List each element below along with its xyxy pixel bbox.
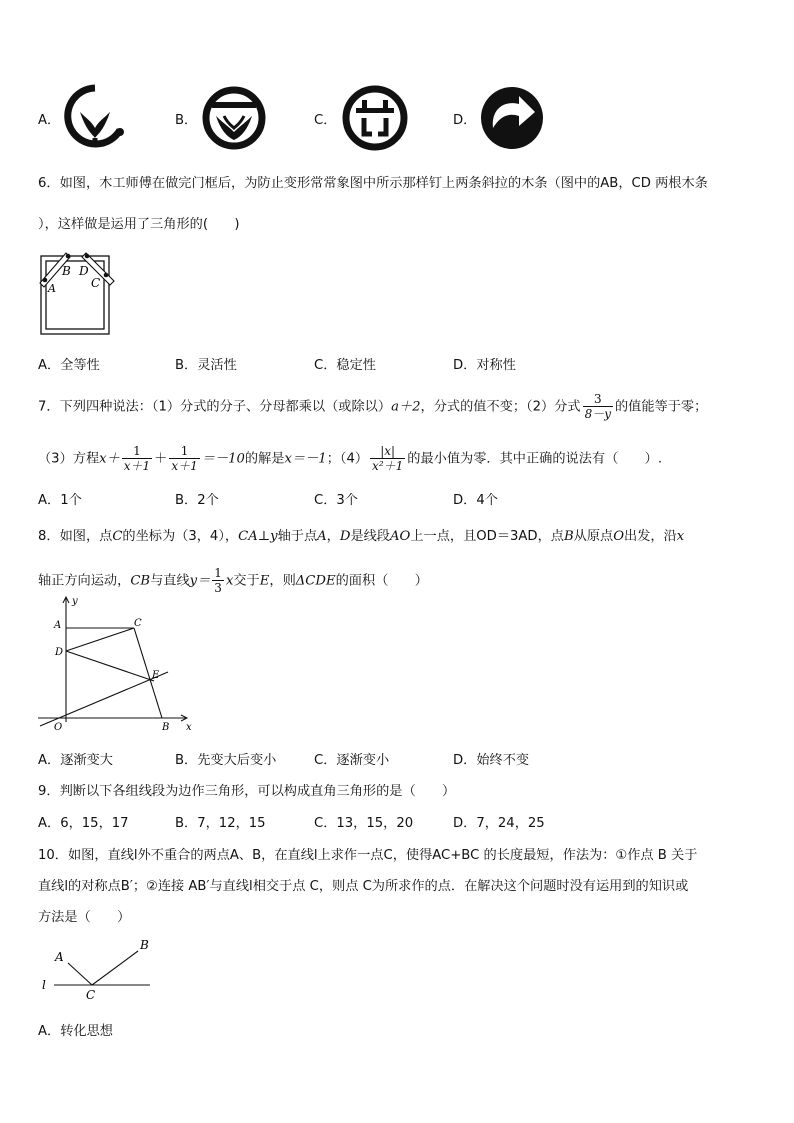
q10-stem-line3: 方法是（ ）	[38, 910, 131, 925]
q7-expr-a-plus-2: a＋2	[391, 399, 421, 415]
q10-label-c: C	[86, 988, 96, 1002]
q8-label-x: x	[186, 722, 192, 733]
q9-stem: 9．判断以下各组线段为边作三角形，可以构成直角三角形的是（ ）	[38, 784, 456, 799]
q5-option-a-label: A．	[38, 113, 61, 128]
q8-fraction-one-third: $\frac{1}{3}$	[214, 566, 222, 595]
q5-option-b-label: B．	[175, 113, 198, 128]
q7-option-d: D．4个	[453, 493, 498, 508]
q5-logo-d-icon	[477, 82, 547, 152]
q7-stem-line1: 7．下列四种说法：（1）分式的分子、分母都乘以（或除以）a＋2，分式的值不变；（2）分式 $\frac{3}{8-y}$ 的值能等于零；	[38, 392, 708, 421]
q10-line-figure	[38, 935, 158, 1005]
q8-label-c: C	[134, 618, 142, 629]
q6-label-a: A	[48, 282, 56, 295]
q10-stem-line1: 10．如图，直线l外不重合的两点A、B，在直线l上求作一点C，使得AC+BC 的长度最短，作法为：①作点 B 关于	[38, 848, 698, 863]
q6-option-d: D．对称性	[453, 358, 516, 373]
q8-option-d: D．始终不变	[453, 753, 530, 768]
q7-stem-line2: （3）方程x＋ $\frac{1}{x+1}$ ＋ $\frac{1}{x+1}$ ＝－10的解是x＝－1；（4） $\frac{|x|}{\text{x²＋1}}$ 的最小值为零．其中正确的说法有（ ）.	[38, 444, 663, 473]
q8-label-e: E	[152, 670, 160, 681]
q5-logo-b-icon	[200, 82, 268, 152]
q7-fraction-abs-x-over-x2-plus-1: $\frac{|x|}{\text{x²＋1}}$	[372, 444, 404, 473]
q8-label-b: B	[162, 722, 170, 733]
q7-option-c: C．3个	[314, 493, 358, 508]
q10-stem-line2: 直线l的对称点B′；②连接 AB′与直线l相交于点 C，则点 C为所求作的点．在解决这个问题时没有运用到的知识或	[38, 879, 689, 894]
q10-label-b: B	[140, 938, 149, 952]
q9-option-b: B．7，12，15	[175, 816, 266, 831]
q10-option-a: A．转化思想	[38, 1024, 113, 1039]
q7-fraction-3-over-8-minus-y: $\frac{3}{8-y}$	[584, 392, 611, 421]
q5-logo-a-icon	[62, 82, 128, 152]
q6-label-d: D	[79, 264, 89, 278]
q8-option-c: C．逐渐变小	[314, 753, 390, 768]
q7-option-a: A．1个	[38, 493, 82, 508]
q7-fraction-1-over-x-plus-1-b: $\frac{1}{x+1}$	[171, 444, 198, 473]
q8-label-o: O	[54, 722, 63, 733]
q7-fraction-1-over-x-plus-1-a: $\frac{1}{x+1}$	[123, 444, 151, 473]
q10-label-a: A	[55, 950, 64, 964]
q7-option-b: B．2个	[175, 493, 219, 508]
q5-logo-c-icon	[340, 82, 410, 152]
q5-option-d-label: D．	[453, 113, 477, 128]
q9-option-d: D．7，24，25	[453, 816, 545, 831]
q8-label-a: A	[54, 620, 62, 631]
q8-stem-line1: 8．如图，点C的坐标为（3，4），CA⊥y轴于点A，D是线段AO上一点，且OD＝3AD，点B从原点O出发，沿x	[38, 529, 685, 544]
q8-label-d: D	[55, 647, 64, 658]
q6-option-b: B．灵活性	[175, 358, 237, 373]
q6-label-c: C	[91, 276, 101, 290]
q6-stem-line1: 6．如图，木工师傅在做完门框后，为防止变形常常象图中所示那样钉上两条斜拉的木条（图中的AB，CD 两根木条	[38, 176, 708, 191]
q6-option-c: C．稳定性	[314, 358, 376, 373]
q6-option-a: A．全等性	[38, 358, 100, 373]
q6-door-frame-figure	[36, 250, 122, 340]
q6-stem-line2: ），这样做是运用了三角形的( )	[38, 217, 240, 232]
q9-option-c: C．13，15，20	[314, 816, 414, 831]
q6-label-b: B	[62, 264, 71, 278]
q8-coordinate-figure	[34, 592, 200, 736]
q9-option-a: A．6，15，17	[38, 816, 129, 831]
q8-option-a: A．逐渐变大	[38, 753, 113, 768]
q8-label-y: y	[72, 596, 78, 607]
q10-label-l: l	[42, 978, 46, 992]
q8-stem-line2: 轴正方向运动，CB与直线y＝ $\frac{1}{3}$ x交于E，则ΔCDE的面积（ ）	[38, 566, 428, 595]
q8-option-b: B．先变大后变小	[175, 753, 277, 768]
q5-option-c-label: C．	[314, 113, 337, 128]
